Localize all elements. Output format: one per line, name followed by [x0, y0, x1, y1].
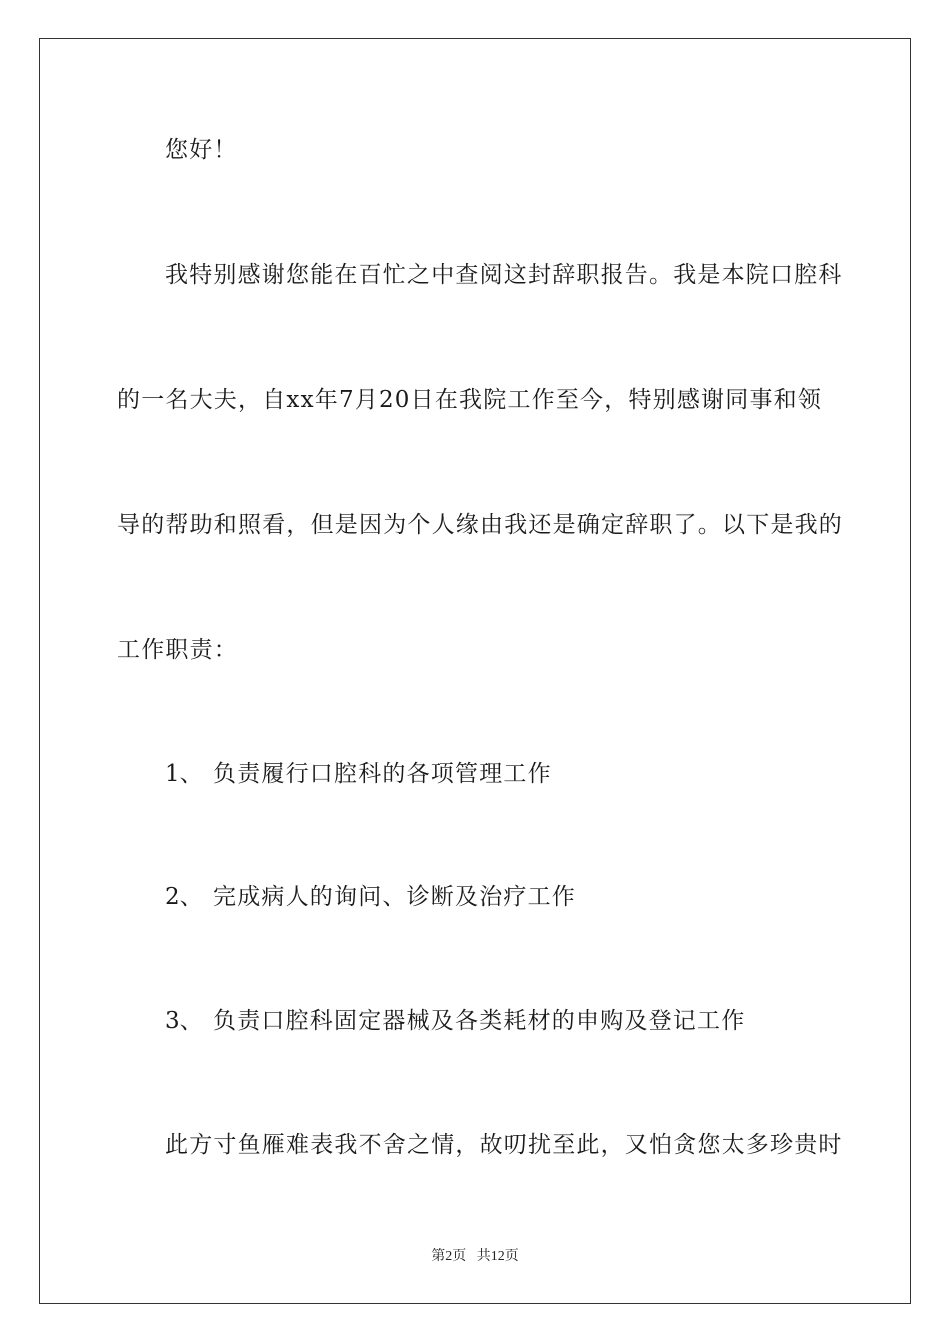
page-number: 第2页	[431, 1249, 467, 1264]
duty-number: 3、	[165, 1008, 203, 1034]
duty-text: 负责履行口腔科的各项管理工作	[213, 761, 552, 787]
duty-number: 2、	[165, 884, 203, 910]
duty-text: 完成病人的询问、诊断及治疗工作	[213, 884, 576, 910]
greeting: 您好！	[165, 137, 238, 163]
paragraph-line-3: 导的帮助和照看，但是因为个人缘由我还是确定辞职了。以下是我的	[117, 512, 843, 538]
page-footer	[0, 1248, 950, 1266]
paragraph-line-1: 我特别感谢您能在百忙之中查阅这封辞职报告。我是本院口腔科	[165, 262, 843, 288]
paragraph-line-2: 的一名大夫，自xx年7月20日在我院工作至今，特别感谢同事和领	[117, 387, 823, 413]
page-total: 共12页	[476, 1249, 519, 1264]
paragraph-line-4: 工作职责：	[117, 637, 238, 663]
closing-line: 此方寸鱼雁难表我不舍之情，故叨扰至此，又怕贪您太多珍贵时	[165, 1132, 843, 1158]
duty-number: 1、	[165, 761, 203, 787]
page-border	[39, 38, 911, 1304]
duty-text: 负责口腔科固定器械及各类耗材的申购及登记工作	[213, 1008, 746, 1034]
